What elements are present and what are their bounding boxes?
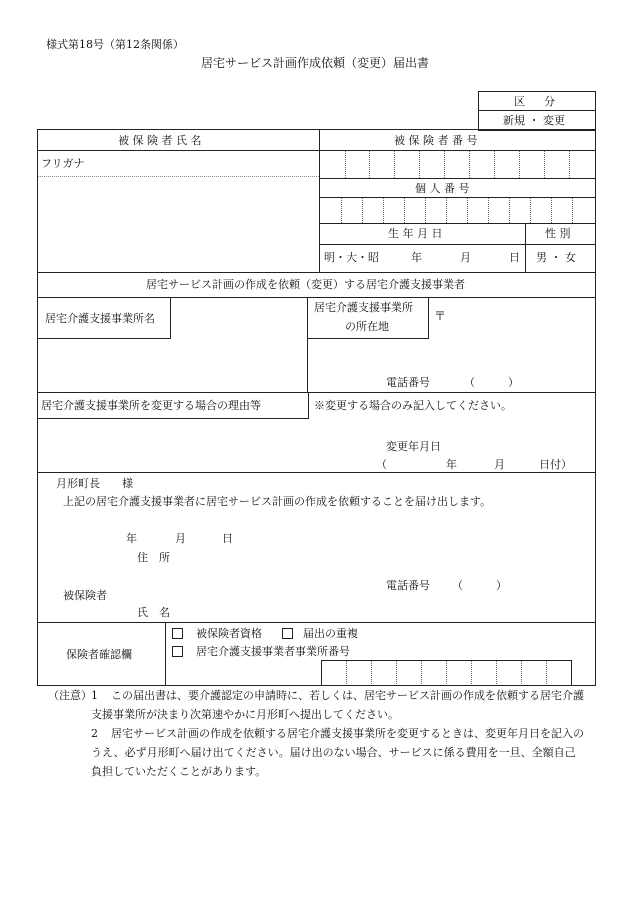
row-line bbox=[37, 272, 595, 273]
form-title: 居宅サービス計画作成依頼（変更）届出書 bbox=[201, 56, 430, 70]
insured-name-header: 被 保 険 者 氏 名 bbox=[118, 134, 202, 147]
digit-divider bbox=[544, 151, 545, 178]
provider-address-field[interactable] bbox=[428, 300, 594, 370]
digit-divider bbox=[471, 661, 472, 684]
change-date-month: 月 bbox=[494, 458, 505, 471]
digit-divider bbox=[362, 198, 363, 223]
change-reason-label: 居宅介護支援事業所を変更する場合の理由等 bbox=[41, 399, 261, 412]
insured-name-field[interactable] bbox=[38, 177, 319, 271]
digit-divider bbox=[572, 198, 573, 223]
notes-prefix: （注意） bbox=[48, 689, 92, 702]
duplicate-filing-checkbox[interactable] bbox=[282, 628, 293, 639]
digit-divider bbox=[446, 661, 447, 684]
kubun-value[interactable]: 新規 ・ 変更 bbox=[503, 114, 565, 127]
insured-qualification-label: 被保険者資格 bbox=[196, 627, 262, 640]
insured-qualification-checkbox[interactable] bbox=[172, 628, 183, 639]
sex-value[interactable]: 男 ・ 女 bbox=[536, 251, 576, 264]
digit-divider bbox=[394, 151, 395, 178]
provider-name-field[interactable] bbox=[38, 338, 306, 391]
digit-divider bbox=[546, 661, 547, 684]
digit-divider bbox=[345, 151, 346, 178]
change-note: ※変更する場合のみ記入してください。 bbox=[314, 399, 512, 412]
form-number: 様式第18号（第12条関係） bbox=[46, 38, 184, 51]
provider-office-number-checkbox[interactable] bbox=[172, 646, 183, 657]
note-2-line-1: 居宅サービス計画の作成を依頼する居宅介護支援事業所を変更するときは、変更年月日を記入の bbox=[111, 727, 584, 740]
col-line bbox=[165, 622, 166, 685]
provider-phone-label: 電話番号 bbox=[386, 376, 430, 389]
digit-divider bbox=[488, 198, 489, 223]
birth-year-unit: 年 bbox=[411, 251, 422, 264]
note-1-number: 1 bbox=[91, 689, 98, 702]
digit-divider bbox=[425, 198, 426, 223]
note-1-line-2: 支援事業所が決まり次第速やかに月形町へ提出してください。 bbox=[91, 708, 399, 721]
applicant-phone-field[interactable]: （ ） bbox=[452, 579, 507, 592]
digit-divider bbox=[369, 151, 370, 178]
note-1-line-1: この届出書は、要介護認定の申請時に、若しくは、居宅サービス計画の作成を依頼する居宅介護 bbox=[111, 689, 584, 702]
change-date-year: 年 bbox=[446, 458, 457, 471]
row-line bbox=[319, 223, 595, 224]
digit-divider bbox=[467, 198, 468, 223]
insured-number-header: 被 保 険 者 番 号 bbox=[394, 134, 478, 147]
row-line bbox=[37, 472, 595, 473]
applicant-name-label: 氏 名 bbox=[137, 606, 170, 619]
digit-divider bbox=[341, 198, 342, 223]
declaration-day-unit: 日 bbox=[222, 532, 233, 545]
duplicate-filing-label: 届出の重複 bbox=[303, 627, 358, 640]
personal-number-header: 個 人 番 号 bbox=[415, 182, 470, 195]
digit-divider bbox=[469, 151, 470, 178]
applicant-insured-label: 被保険者 bbox=[63, 589, 107, 602]
digit-divider bbox=[371, 661, 372, 684]
digit-divider bbox=[404, 198, 405, 223]
note-2-line-3: 負担していただくことがあります。 bbox=[91, 765, 267, 778]
furigana-label: フリガナ bbox=[41, 157, 85, 170]
digit-divider bbox=[496, 661, 497, 684]
digit-divider bbox=[569, 151, 570, 178]
digit-divider bbox=[530, 198, 531, 223]
change-reason-field[interactable] bbox=[38, 418, 594, 471]
change-date-day: 日付） bbox=[539, 458, 572, 471]
digit-divider bbox=[551, 198, 552, 223]
digit-divider bbox=[521, 661, 522, 684]
applicant-address-field[interactable] bbox=[180, 548, 580, 568]
digit-divider bbox=[446, 198, 447, 223]
applicant-address-label: 住 所 bbox=[137, 551, 170, 564]
digit-divider bbox=[383, 198, 384, 223]
insurer-check-label: 保険者確認欄 bbox=[66, 648, 132, 661]
birth-month-unit: 月 bbox=[460, 251, 471, 264]
birth-era[interactable]: 明・大・昭 bbox=[324, 251, 379, 264]
birth-day-unit: 日 bbox=[509, 251, 520, 264]
provider-name-label: 居宅介護支援事業所名 bbox=[45, 312, 155, 325]
change-date-label: 変更年月日 bbox=[386, 440, 441, 453]
kubun-label: 区 分 bbox=[514, 95, 559, 108]
note-2-number: 2 bbox=[91, 727, 98, 740]
digit-divider bbox=[396, 661, 397, 684]
col-line bbox=[525, 223, 526, 272]
digit-divider bbox=[444, 151, 445, 178]
declaration-year-unit: 年 bbox=[126, 532, 137, 545]
digit-divider bbox=[346, 661, 347, 684]
declaration-month-unit: 月 bbox=[175, 532, 186, 545]
digit-divider bbox=[494, 151, 495, 178]
provider-office-number-label: 居宅介護支援事業者事業所番号 bbox=[196, 645, 350, 658]
provider-address-label-1: 居宅介護支援事業所 bbox=[314, 301, 413, 314]
row-line bbox=[319, 244, 595, 245]
kubun-divider bbox=[478, 110, 595, 111]
postal-mark: 〒 bbox=[434, 309, 447, 323]
digit-divider bbox=[519, 151, 520, 178]
note-2-line-2: うえ、必ず月形町へ届け出てください。届け出のない場合、サービスに係る費用を一旦、全額自己 bbox=[91, 746, 576, 759]
provider-address-label-2: の所在地 bbox=[345, 320, 389, 333]
digit-divider bbox=[509, 198, 510, 223]
addressee: 月形町長 様 bbox=[56, 477, 133, 490]
birth-date-header: 生 年 月 日 bbox=[388, 227, 443, 240]
change-date-open: （ bbox=[376, 458, 387, 471]
digit-divider bbox=[421, 661, 422, 684]
provider-phone-field[interactable]: （ ） bbox=[464, 376, 519, 389]
declaration-statement: 上記の居宅介護支援事業者に居宅サービス計画の作成を依頼することを届け出します。 bbox=[63, 495, 492, 508]
sex-header: 性 別 bbox=[545, 227, 571, 240]
applicant-name-field[interactable] bbox=[180, 602, 580, 620]
insured-number-field[interactable] bbox=[320, 151, 594, 178]
row-line bbox=[319, 178, 595, 179]
row-line bbox=[37, 622, 595, 623]
applicant-phone-label: 電話番号 bbox=[386, 579, 430, 592]
digit-divider bbox=[419, 151, 420, 178]
provider-section-title: 居宅サービス計画の作成を依頼（変更）する居宅介護支援事業者 bbox=[146, 278, 465, 291]
